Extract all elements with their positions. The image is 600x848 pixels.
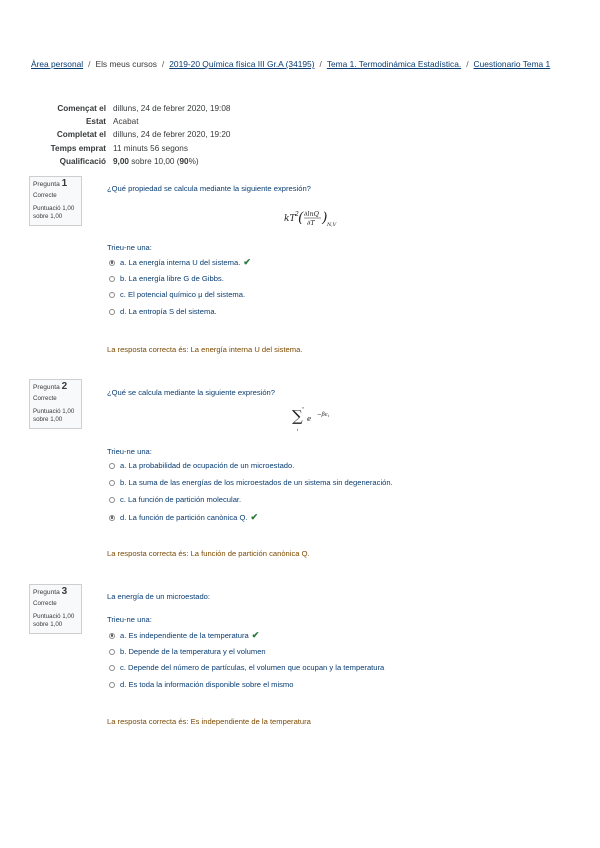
question-number <box>33 180 81 189</box>
question-state: Correcte <box>33 600 57 607</box>
question-2-option-d[interactable] <box>109 512 258 523</box>
summary-row-state <box>31 117 230 130</box>
attempt-summary-table <box>31 104 230 170</box>
summary-row-time-taken <box>31 144 230 157</box>
radio-icon[interactable] <box>109 665 115 671</box>
radio-icon[interactable] <box>109 463 115 469</box>
question-grade-line1: Puntuació 1,00 <box>33 205 75 212</box>
question-number-value: 2 <box>61 381 68 392</box>
svg-text:N,V: N,V <box>327 222 337 228</box>
svg-text:*: * <box>302 406 304 411</box>
svg-text:∑: ∑ <box>292 407 303 425</box>
option-label: a. La energía interna U del sistema. <box>120 258 241 267</box>
question-2-formula <box>292 404 334 438</box>
breadcrumb-topic-link[interactable]: Tema 1. Termodinámica Estadística. <box>326 59 462 69</box>
summary-row-started <box>31 104 230 117</box>
question-2-option-b[interactable] <box>109 478 393 487</box>
question-3-option-c[interactable] <box>109 663 384 672</box>
svg-text:i: i <box>297 427 299 432</box>
summary-row-grade <box>31 157 230 170</box>
option-label: b. Depende de la temperatura y el volumen <box>120 647 266 656</box>
question-1-option-a[interactable] <box>109 257 251 268</box>
question-1-formula <box>284 204 346 234</box>
question-label: Pregunta <box>33 384 60 391</box>
breadcrumb-separator: / <box>319 59 322 69</box>
summary-value: 11 minuts 56 segons <box>113 143 188 153</box>
summary-label: Qualificació <box>59 156 106 166</box>
question-1-text: ¿Qué propiedad se calcula mediante la siguiente expresión? <box>107 184 311 193</box>
question-1-option-b[interactable] <box>109 274 224 283</box>
radio-icon[interactable] <box>109 309 115 315</box>
grade-value <box>113 157 230 170</box>
question-number-value: 3 <box>61 586 68 597</box>
question-2-option-c[interactable] <box>109 495 241 504</box>
question-1-info-box <box>29 176 82 226</box>
summary-label: Temps emprat <box>50 143 106 153</box>
question-label: Pregunta <box>33 181 60 188</box>
summary-value: Acabat <box>113 117 139 127</box>
option-label: c. Depende del número de partículas, el volumen que ocupan y la temperatura <box>120 663 385 672</box>
svg-text:−βε: −βε <box>317 412 328 418</box>
question-2-formula-image <box>292 404 334 434</box>
question-1-option-d[interactable] <box>109 307 217 316</box>
svg-text:∂lnQ: ∂lnQ <box>304 210 319 218</box>
check-icon: ✔ <box>251 630 260 640</box>
summary-label: Estat <box>85 117 106 127</box>
radio-selected-icon[interactable] <box>109 633 115 639</box>
radio-icon[interactable] <box>109 480 115 486</box>
breadcrumb-separator: / <box>466 59 469 69</box>
grade-out-of: sobre 10,00 ( <box>128 156 180 166</box>
question-3-text: La energía de un microestado: <box>107 592 211 601</box>
question-grade-line2: sobre 1,00 <box>33 621 63 628</box>
option-label: b. La suma de las energías de los microestados de un sistema sin degeneración. <box>120 478 393 487</box>
question-3-option-a[interactable] <box>109 630 259 641</box>
summary-label: Començat el <box>57 104 106 113</box>
summary-label: Completat el <box>56 130 106 140</box>
radio-icon[interactable] <box>109 682 115 688</box>
svg-text:e: e <box>307 415 312 423</box>
radio-icon[interactable] <box>109 276 115 282</box>
question-3-option-b[interactable] <box>109 647 266 656</box>
svg-text:): ) <box>322 210 328 226</box>
svg-text:i: i <box>328 414 330 418</box>
radio-selected-icon[interactable] <box>109 260 115 266</box>
question-3-info-box <box>29 584 82 634</box>
radio-icon[interactable] <box>109 649 115 655</box>
question-2-info-box <box>29 379 82 429</box>
svg-text:2: 2 <box>295 211 299 218</box>
radio-selected-icon[interactable] <box>109 515 115 521</box>
radio-icon[interactable] <box>109 292 115 298</box>
summary-value: dilluns, 24 de febrer 2020, 19:20 <box>113 130 231 140</box>
summary-row-completed <box>31 130 230 143</box>
question-grade-line2: sobre 1,00 <box>33 213 63 220</box>
option-label: a. La probabilidad de ocupación de un microestado. <box>120 461 295 470</box>
question-1-correct-answer: La resposta correcta és: La energía interna U del sistema. <box>107 345 303 354</box>
question-grade-line1: Puntuació 1,00 <box>33 408 75 415</box>
question-grade-line2: sobre 1,00 <box>33 416 63 423</box>
question-1-option-c[interactable] <box>109 290 245 299</box>
option-label: a. Es independiente de la temperatura <box>120 631 249 640</box>
radio-icon[interactable] <box>109 497 115 503</box>
breadcrumb <box>31 59 550 69</box>
question-2-option-a[interactable] <box>109 461 294 470</box>
question-2-text: ¿Qué se calcula mediante la siguiente expresión? <box>107 388 276 397</box>
question-1-formula-image <box>284 204 346 230</box>
grade-percent: 90 <box>179 156 189 166</box>
question-number-value: 1 <box>61 178 68 189</box>
question-3-option-d[interactable] <box>109 680 293 689</box>
summary-value: dilluns, 24 de febrer 2020, 19:08 <box>113 104 231 113</box>
breadcrumb-separator: / <box>161 59 165 69</box>
option-label: d. La entropía S del sistema. <box>120 307 217 316</box>
question-number <box>33 383 81 392</box>
svg-text:kT: kT <box>284 214 296 224</box>
breadcrumb-course-link[interactable]: 2019-20 Química física III Gr.A (34195) <box>169 59 315 69</box>
breadcrumb-separator: / <box>88 59 91 69</box>
breadcrumb-home-link[interactable]: Àrea personal <box>31 59 84 69</box>
question-3-prompt: Trieu-ne una: <box>107 615 152 624</box>
svg-text:∂T: ∂T <box>307 219 315 227</box>
question-1-prompt: Trieu-ne una: <box>107 243 152 252</box>
question-state: Correcte <box>33 395 57 402</box>
grade-score: 9,00 <box>113 156 129 166</box>
question-state: Correcte <box>33 192 57 199</box>
question-number <box>33 588 81 597</box>
question-3-correct-answer: La resposta correcta és: Es independiente de la temperatura <box>107 717 311 726</box>
question-2-correct-answer: La resposta correcta és: La función de partición canònica Q. <box>107 549 310 558</box>
question-2-prompt: Trieu-ne una: <box>107 447 152 456</box>
option-label: d. Es toda la información disponible sobre el mismo <box>120 680 294 689</box>
question-label: Pregunta <box>33 589 60 596</box>
breadcrumb-courses: Els meus cursos <box>95 59 157 69</box>
option-label: c. La función de partición molecular. <box>120 495 242 504</box>
option-label: b. La energía libre G de Gibbs. <box>120 274 224 283</box>
grade-suffix: %) <box>188 156 199 166</box>
breadcrumb-quiz-link[interactable]: Cuestionario Tema 1 <box>473 59 551 69</box>
check-icon: ✔ <box>243 257 251 267</box>
svg-text:(: ( <box>298 210 304 226</box>
question-grade-line1: Puntuació 1,00 <box>33 613 75 620</box>
check-icon: ✔ <box>250 512 259 522</box>
option-label: c. El potencial químico μ del sistema. <box>120 290 246 299</box>
option-label: d. La función de partición canònica Q. <box>120 513 248 522</box>
